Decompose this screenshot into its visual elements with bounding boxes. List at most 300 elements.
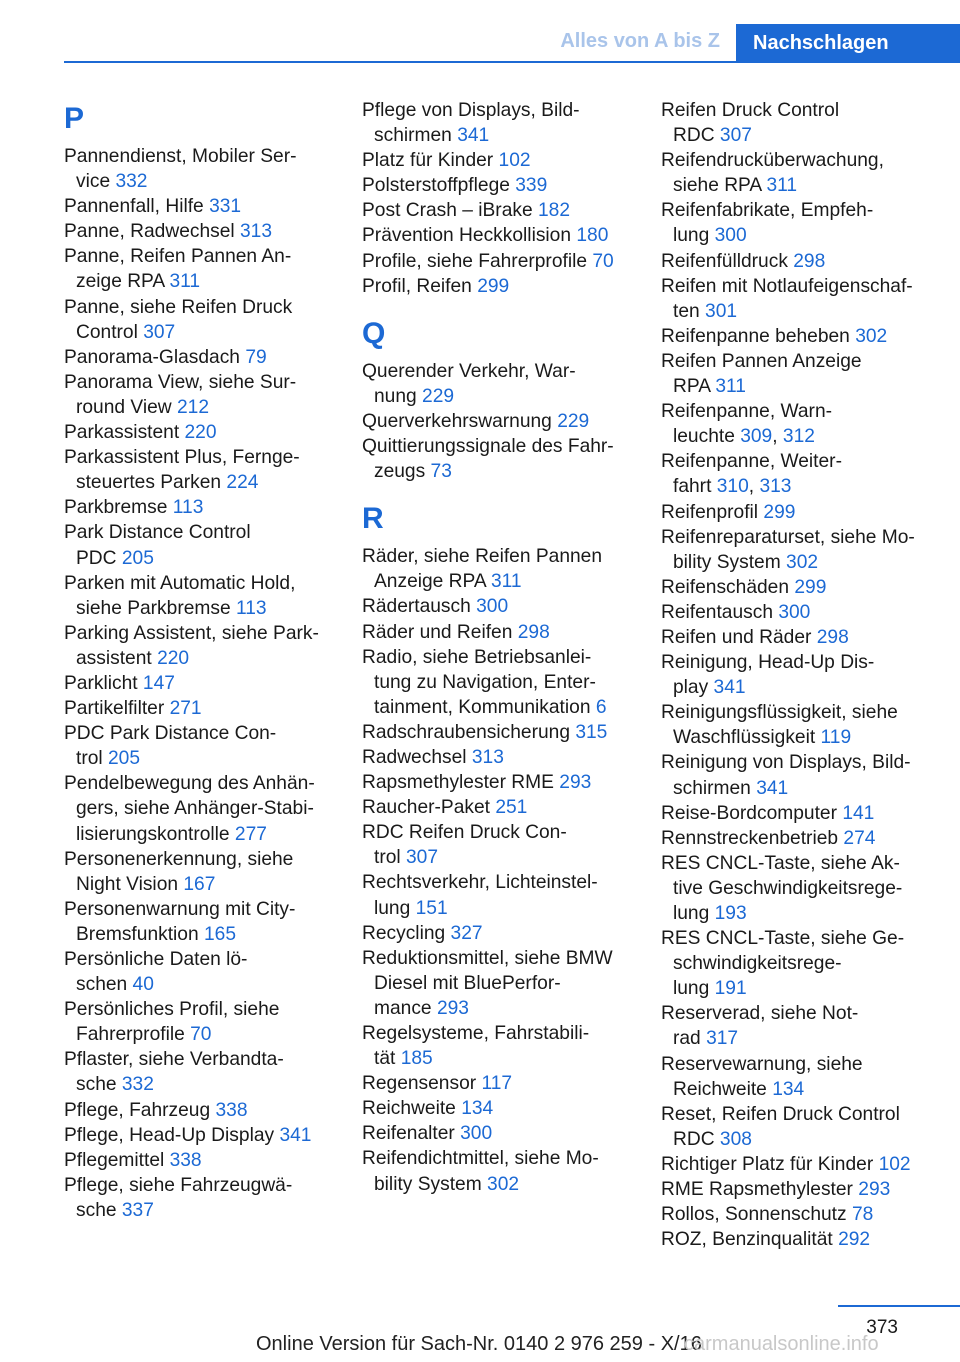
index-entry [661, 1177, 951, 1202]
page-link[interactable]: 205 [108, 748, 141, 770]
entry-text: tung zu Navigation, Enter- [374, 671, 596, 693]
index-entry [64, 445, 354, 495]
page-link[interactable]: 205 [121, 547, 154, 569]
index-entry [64, 621, 354, 671]
entry-text: Reichweite [362, 1098, 456, 1120]
entry-text: sche [76, 1199, 117, 1221]
index-entry [64, 520, 354, 570]
entry-text: Platz für Kinder [362, 150, 494, 172]
page-link[interactable]: 311 [490, 571, 522, 593]
page-link[interactable]: 6 [595, 696, 607, 718]
page-link[interactable]: 311 [169, 271, 201, 293]
entry-text: Reifenschäden [661, 576, 790, 598]
entry-text: Pflege, Fahrzeug [64, 1099, 211, 1121]
entry-text: lung [673, 225, 710, 247]
index-entry [64, 370, 354, 420]
index-entry [362, 1071, 652, 1096]
index-group [362, 98, 652, 299]
page-link[interactable]: 141 [842, 802, 875, 824]
index-entry [362, 1096, 652, 1121]
index-entry [362, 620, 652, 645]
entry-text: Panne, Reifen Pannen An- [64, 246, 292, 268]
index-entry [661, 148, 951, 198]
entry-text: bility System [673, 551, 781, 573]
page-link[interactable]: 341 [279, 1124, 312, 1146]
entry-text: Parking Assistent, siehe Park- [64, 622, 319, 644]
page-link[interactable]: 113 [172, 497, 204, 519]
entry-text: Reifen und Räder [661, 626, 812, 648]
index-entry [362, 1021, 652, 1071]
index-entry [661, 625, 951, 650]
page-link[interactable]: 315 [575, 721, 608, 743]
page-link[interactable]: 299 [794, 576, 827, 598]
index-entry [362, 409, 652, 434]
entry-text: Rollos, Sonnenschutz [661, 1204, 847, 1226]
page-link[interactable]: 293 [436, 997, 469, 1019]
index-entry [64, 721, 354, 771]
index-entry [362, 745, 652, 770]
entry-text: Reifenpanne, Warn- [661, 401, 833, 423]
index-entry [64, 1047, 354, 1097]
page-link[interactable]: 229 [557, 410, 590, 432]
index-entry [661, 1202, 951, 1227]
watermark: carmanualsonline.info [684, 1333, 879, 1355]
entry-text: Parkassistent Plus, Fernge- [64, 447, 300, 469]
page-link[interactable]: 307 [719, 125, 752, 147]
page-link[interactable]: 78 [851, 1204, 874, 1226]
index-entry [362, 820, 652, 870]
entry-text: RES CNCL-Taste, siehe Ge- [661, 928, 905, 950]
index-entry [362, 434, 652, 484]
entry-text: Reifen Pannen Anzeige [661, 350, 862, 372]
index-entry [661, 349, 951, 399]
entry-text: RME Rapsmethylester [661, 1179, 853, 1201]
entry-text: nung [374, 385, 417, 407]
page-link[interactable]: 310 [716, 476, 749, 498]
index-entry [362, 720, 652, 745]
index-entry [362, 770, 652, 795]
page-link[interactable]: 113 [235, 597, 267, 619]
entry-text: round View [76, 396, 172, 418]
entry-text: schirmen [374, 125, 452, 147]
page-link[interactable]: 327 [450, 922, 483, 944]
index-entry [362, 173, 652, 198]
page-link[interactable]: 70 [190, 1024, 212, 1046]
entry-text: Reise-Bordcomputer [661, 802, 837, 824]
index-entry [362, 274, 652, 299]
page-link[interactable]: 165 [203, 923, 236, 945]
index-entry [64, 571, 354, 621]
page-link[interactable]: 102 [498, 150, 531, 172]
chapter-tab[interactable]: Nachschlagen [736, 24, 960, 62]
entry-text: RES CNCL-Taste, siehe Ak- [661, 852, 900, 874]
index-entry [64, 997, 354, 1047]
page-link[interactable]: 70 [592, 250, 614, 272]
index-entry [64, 847, 354, 897]
entry-text: zeugs [374, 461, 426, 483]
page-link[interactable]: 302 [487, 1173, 520, 1195]
page-header [0, 24, 960, 62]
entry-text: Pendelbewegung des Anhän- [64, 773, 315, 795]
index-group [362, 502, 652, 1196]
page-number: 373 [866, 1317, 898, 1338]
index-entry: Reifenpanne, Weiter- fahrt 310, 313 [661, 451, 842, 498]
page-link[interactable]: 134 [772, 1078, 805, 1100]
entry-text: Räder und Reifen [362, 621, 513, 643]
page-link[interactable]: 271 [169, 698, 202, 720]
page-link[interactable]: 293 [559, 772, 592, 794]
index-entry [362, 645, 652, 720]
page-link[interactable]: 300 [714, 225, 747, 247]
page-link[interactable]: 73 [430, 461, 452, 483]
entry-text: ROZ, Benzinqualität [661, 1229, 833, 1251]
index-entry [362, 249, 652, 274]
page-link[interactable]: 337 [121, 1199, 154, 1221]
entry-text: Reifenfabrikate, Empfeh- [661, 200, 874, 222]
page-link[interactable]: 302 [855, 325, 888, 347]
entry-text: Quittierungssignale des Fahr- [362, 436, 614, 458]
entry-text: Bremsfunktion [76, 923, 199, 945]
page-link[interactable]: 224 [226, 472, 259, 494]
entry-text: Reifen mit Notlaufeigenschaf- [661, 275, 913, 297]
entry-text: Querender Verkehr, War- [362, 360, 576, 382]
entry-text: RDC [673, 1128, 715, 1150]
index-entry [362, 795, 652, 820]
entry-text: Park Distance Control [64, 522, 251, 544]
index-entry [362, 1146, 652, 1196]
index-column-3 [661, 98, 951, 1270]
entry-text: Reifenprofil [661, 501, 759, 523]
index-entry [661, 700, 951, 750]
index-entry [661, 198, 951, 248]
index-entry [661, 826, 951, 851]
page-link[interactable]: 182 [537, 200, 570, 222]
index-entry [362, 594, 652, 619]
entry-text: Reifenfülldruck [661, 250, 788, 272]
entry-text: gers, siehe Anhänger-Stabi- [76, 798, 314, 820]
index-entry [64, 771, 354, 846]
page-link[interactable]: 307 [143, 321, 176, 343]
entry-text: Reifentausch [661, 601, 773, 623]
index-entry [64, 1148, 354, 1173]
entry-text: Reserverad, siehe Not- [661, 1003, 859, 1025]
entry-text: Panne, Radwechsel [64, 221, 235, 243]
index-entry [362, 98, 652, 148]
index-entry [661, 926, 951, 1001]
entry-text: Pannendienst, Mobiler Ser- [64, 146, 297, 167]
entry-text: Reifenreparaturset, siehe Mo- [661, 526, 915, 548]
entry-text: Waschflüssigkeit [673, 727, 816, 749]
entry-text: Reifendrucküberwachung, [661, 150, 884, 172]
entry-text: lisierungskontrolle [76, 823, 230, 845]
index-column-1 [64, 98, 354, 1241]
page-link[interactable]: 212 [177, 396, 210, 418]
page-link[interactable]: 167 [183, 873, 216, 895]
page-link[interactable]: 134 [461, 1098, 494, 1120]
index-entry [64, 219, 354, 244]
index-entry [661, 1152, 951, 1177]
entry-text: Rädertausch [362, 596, 471, 618]
page-link[interactable]: 312 [782, 426, 815, 448]
page-link[interactable]: 293 [858, 1179, 891, 1201]
index-entry [661, 801, 951, 826]
page-link[interactable]: 338 [215, 1099, 248, 1121]
entry-text: Personenwarnung mit City- [64, 898, 296, 920]
entry-text: Parklicht [64, 672, 138, 694]
page-link[interactable]: 317 [706, 1028, 739, 1050]
entry-text: Fahrerprofile [76, 1024, 185, 1046]
entry-text: Pflaster, siehe Verbandta- [64, 1049, 284, 1071]
entry-text: schirmen [673, 777, 751, 799]
page-link[interactable]: 311 [715, 376, 746, 398]
entry-text: Rapsmethylester RME [362, 772, 554, 794]
page-link[interactable]: 185 [400, 1048, 433, 1070]
index-entry [661, 600, 951, 625]
page-link[interactable]: 180 [576, 225, 609, 247]
entry-text: tive Geschwindigkeitsrege- [673, 877, 903, 899]
page-link[interactable]: 119 [820, 727, 852, 749]
index-entry [362, 359, 652, 409]
page-link[interactable]: 102 [878, 1153, 911, 1175]
index-entry [661, 274, 951, 324]
index-group [64, 102, 354, 1223]
index-entry [64, 1173, 354, 1223]
index-entry [661, 1102, 951, 1152]
entry-text: RPA [673, 376, 710, 398]
page-link[interactable]: 338 [169, 1149, 202, 1171]
entry-text: RDC [673, 125, 715, 147]
entry-text: trol [374, 847, 401, 869]
entry-text: Persönliche Daten lö- [64, 949, 248, 970]
page-link[interactable]: 220 [184, 422, 217, 444]
entry-text: Panne, siehe Reifen Druck [64, 296, 293, 318]
entry-text: Prävention Heckkollision [362, 225, 572, 247]
index-entry [64, 696, 354, 721]
entry-text: Profile, siehe Fahrerprofile [362, 250, 588, 272]
entry-text: mance [374, 997, 432, 1019]
page-link[interactable]: 274 [843, 827, 876, 849]
entry-text: Reifenalter [362, 1123, 455, 1145]
entry-text: vice [76, 171, 111, 193]
index-entry [64, 1098, 354, 1123]
entry-text: RDC Reifen Druck Con- [362, 822, 567, 844]
entry-text: Pflege, Head-Up Display [64, 1124, 275, 1146]
index-column-2 [362, 98, 652, 1215]
entry-text: play [673, 677, 709, 699]
entry-text: Reset, Reifen Druck Control [661, 1103, 900, 1125]
index-entry [661, 750, 951, 800]
index-entry [64, 420, 354, 445]
index-entry [661, 1001, 951, 1051]
entry-text: Richtiger Platz für Kinder [661, 1153, 874, 1175]
page-link[interactable]: 298 [517, 621, 550, 643]
index-entry [362, 198, 652, 223]
page-link[interactable]: 299 [763, 501, 796, 523]
page-link[interactable]: 313 [759, 476, 792, 498]
index-entry [661, 324, 951, 349]
entry-text: Control [76, 321, 138, 343]
entry-text: Reinigungsflüssigkeit, siehe [661, 702, 898, 724]
index-entry [661, 525, 951, 575]
entry-text: Reduktionsmittel, siehe BMW [362, 947, 613, 969]
entry-text: tainment, Kommunikation [374, 696, 591, 718]
page-link[interactable]: 220 [157, 647, 190, 669]
index-entry [64, 495, 354, 520]
entry-text: Radio, siehe Betriebsanlei- [362, 646, 592, 668]
entry-text: Reifendichtmittel, siehe Mo- [362, 1148, 599, 1170]
index-entry [64, 295, 354, 345]
index-entry [64, 947, 354, 997]
index-entry [64, 897, 354, 947]
index-entry [661, 98, 951, 148]
page-link[interactable]: 341 [756, 777, 789, 799]
entry-text: Reifenpanne beheben [661, 325, 850, 347]
entry-text: siehe Parkbremse [76, 597, 231, 619]
index-entry [661, 851, 951, 926]
entry-text: Pannenfall, Hilfe [64, 196, 204, 218]
entry-text: Raucher-Paket [362, 797, 490, 819]
entry-text: Personenerkennung, siehe [64, 848, 294, 870]
footer-rule [838, 1305, 960, 1307]
page-link[interactable]: 251 [495, 797, 528, 819]
entry-text: schen [76, 974, 128, 996]
page-link[interactable]: 193 [714, 903, 747, 924]
entry-text: Reinigung von Displays, Bild- [661, 752, 911, 774]
index-entry [362, 148, 652, 173]
entry-text: Recycling [362, 922, 446, 944]
entry-text: Regensensor [362, 1073, 477, 1095]
entry-text: PDC Park Distance Con- [64, 723, 277, 745]
entry-text: Reservewarnung, siehe [661, 1053, 863, 1075]
entry-text: Pflege von Displays, Bild- [362, 100, 580, 121]
page-link[interactable]: 341 [713, 677, 746, 699]
entry-text: zeige RPA [76, 271, 165, 293]
index-entry [64, 194, 354, 219]
index-entry [362, 544, 652, 594]
page-link[interactable]: 298 [793, 250, 826, 272]
page-link[interactable]: 117 [481, 1073, 513, 1095]
index-entry [661, 575, 951, 600]
entry-text: lung [673, 978, 710, 1000]
page-link[interactable]: 313 [471, 746, 504, 768]
page-link[interactable]: 298 [816, 626, 849, 648]
entry-text: lung [673, 903, 710, 924]
entry-text: Radwechsel [362, 746, 467, 768]
entry-text: bility System [374, 1173, 482, 1195]
entry-text: Persönliches Profil, siehe [64, 999, 280, 1021]
entry-text: Räder, siehe Reifen Pannen [362, 546, 603, 568]
page-link[interactable]: 151 [415, 897, 448, 919]
page-link[interactable]: 40 [132, 974, 154, 996]
page-link[interactable]: 341 [457, 125, 490, 147]
page-link[interactable]: 308 [719, 1128, 752, 1150]
index-group [661, 98, 951, 1252]
page-link[interactable]: 301 [705, 300, 738, 322]
entry-text: trol [76, 748, 103, 770]
index-entry [64, 1123, 354, 1148]
index-entry [661, 1052, 951, 1102]
index-entry: Reifenpanne, Warn- leuchte 309, 312 [661, 401, 833, 448]
index-entry [64, 244, 354, 294]
index-entry [661, 650, 951, 700]
entry-text: sche [76, 1074, 117, 1096]
page-link[interactable]: 309 [740, 426, 773, 448]
page-link[interactable]: 313 [240, 221, 273, 243]
entry-text: siehe RPA [673, 175, 762, 197]
entry-text: Parkassistent [64, 422, 180, 444]
page-link[interactable]: 79 [245, 346, 267, 368]
entry-text: tät [374, 1048, 396, 1070]
page-link[interactable]: 299 [477, 275, 510, 297]
index-entry [362, 1121, 652, 1146]
entry-text: Diesel mit BluePerfor- [374, 972, 561, 994]
entry-text: lung [374, 897, 411, 919]
entry-text: schwindigkeitsrege- [673, 953, 842, 975]
page-link[interactable]: 339 [515, 175, 548, 197]
index-entry [64, 345, 354, 370]
entry-text: Profil, Reifen [362, 275, 472, 297]
index-entry [661, 249, 951, 274]
page-link[interactable]: 332 [115, 171, 148, 193]
entry-text: Anzeige RPA [374, 571, 486, 593]
page-link[interactable]: 229 [422, 385, 455, 407]
section-title: Alles von A bis Z [560, 30, 720, 52]
page-link[interactable]: 300 [476, 596, 509, 618]
page-link[interactable]: 292 [838, 1229, 871, 1251]
entry-text: Reinigung, Head-Up Dis- [661, 652, 875, 674]
entry-text: assistent [76, 647, 152, 669]
index-letter-heading: Q [362, 316, 386, 350]
page-link[interactable]: 300 [460, 1123, 493, 1145]
entry-text: Pflegemittel [64, 1149, 165, 1171]
entry-text: steuertes Parken [76, 472, 222, 494]
page-link[interactable]: 331 [209, 196, 242, 218]
entry-text: Reichweite [673, 1078, 767, 1100]
page-link[interactable]: 300 [778, 601, 811, 623]
entry-text: Polsterstoffpflege [362, 175, 510, 197]
entry-text: Reifen Druck Control [661, 100, 840, 121]
entry-text: Panorama-Glasdach [64, 346, 240, 368]
page-link[interactable]: 302 [786, 551, 819, 573]
page-link[interactable]: 332 [121, 1074, 154, 1096]
entry-text: Partikelfilter [64, 698, 165, 720]
entry-text: Panorama View, siehe Sur- [64, 371, 297, 393]
page-link[interactable]: 277 [234, 823, 267, 845]
index-entry [362, 870, 652, 920]
page-link[interactable]: 307 [406, 847, 439, 869]
entry-text: Night Vision [76, 873, 179, 895]
entry-text: rad [673, 1028, 701, 1050]
online-version-note: Online Version für Sach-Nr. 0140 2 976 259 - X/16 [256, 1333, 702, 1355]
entry-text: Pflege, siehe Fahrzeugwä- [64, 1174, 293, 1196]
entry-text: leuchte [673, 426, 735, 448]
index-entry [362, 946, 652, 1021]
index-letter-heading: R [362, 502, 384, 536]
index-entry [362, 921, 652, 946]
entry-text: fahrt [673, 476, 712, 498]
page-link[interactable]: 311 [766, 175, 798, 197]
index-entry [64, 144, 354, 194]
entry-text: Rennstreckenbetrieb [661, 827, 839, 849]
index-letter-heading: P [64, 102, 85, 135]
index-entry [362, 223, 652, 248]
header-rule [64, 61, 960, 63]
entry-text: Radschraubensicherung [362, 721, 570, 743]
page-link[interactable]: 191 [714, 978, 747, 1000]
page-link[interactable]: 147 [142, 672, 175, 694]
index-entry [661, 1227, 951, 1252]
entry-text: Regelsysteme, Fahrstabili- [362, 1023, 590, 1044]
